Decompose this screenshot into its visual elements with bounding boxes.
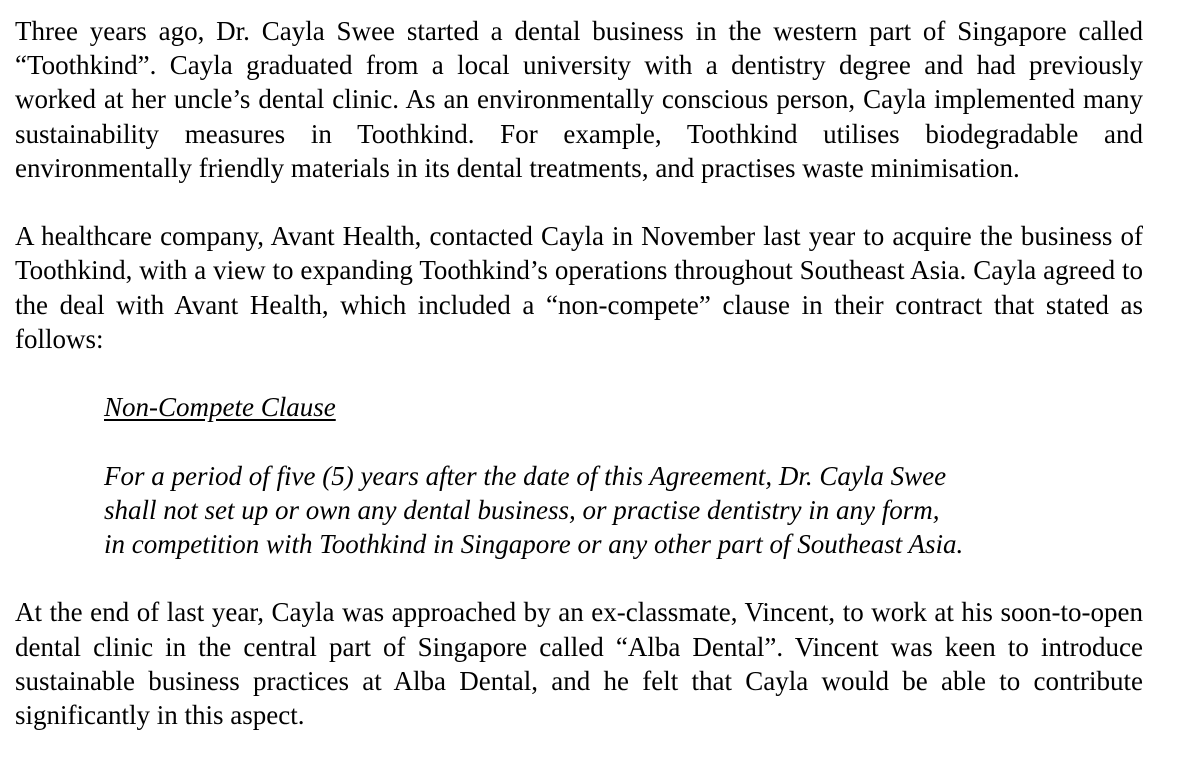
non-compete-clause-block xyxy=(104,390,1064,561)
paragraph-spacer xyxy=(15,561,1143,595)
paragraph-toothkind-background: Three years ago, Dr. Cayla Swee started a dental business in the western part of Singapore called “Toothkind”. Cayla graduated from a local university with a dentistry degree and had previously worked at her uncle’s dental clinic. As an environmentally conscious person, Cayla implemented many sustainability measures in Toothkind. For example, Toothkind utilises biodegradable and environmentally friendly materials in its dental treatments, and practises waste minimisation. xyxy=(15,16,1143,183)
paragraph-alba-dental-offer: At the end of last year, Cayla was approached by an ex-classmate, Vincent, to work at his soon-to-open dental clinic in the central part of Singapore called “Alba Dental”. Vincent was keen to introduce sustainable business practices at Alba Dental, and he felt that Cayla would be able to contribute significantly in this aspect. xyxy=(15,597,1143,730)
clause-line: in competition with Toothkind in Singapore or any other part of Southeast Asia. xyxy=(104,529,964,559)
clause-body xyxy=(104,459,1064,562)
clause-line: For a period of five (5) years after the date of this Agreement, Dr. Cayla Swee xyxy=(104,460,947,491)
clause-spacer xyxy=(104,424,1064,458)
clause-heading: Non-Compete Clause xyxy=(104,392,336,423)
clause-line: shall not set up or own any dental business, or practise dentistry in any form, xyxy=(104,494,940,525)
paragraph-spacer xyxy=(15,356,1143,390)
document-body xyxy=(15,14,1143,732)
paragraph-spacer xyxy=(15,185,1143,219)
paragraph-avant-health-acquisition: A healthcare company, Avant Health, contacted Cayla in November last year to acquire the business of Toothkind, with a view to expanding Toothkind’s operations throughout Southeast Asia. Cayla agreed to the deal with Avant Health, which included a “non-compete” clause in their contract that stated as follows: xyxy=(15,221,1143,354)
